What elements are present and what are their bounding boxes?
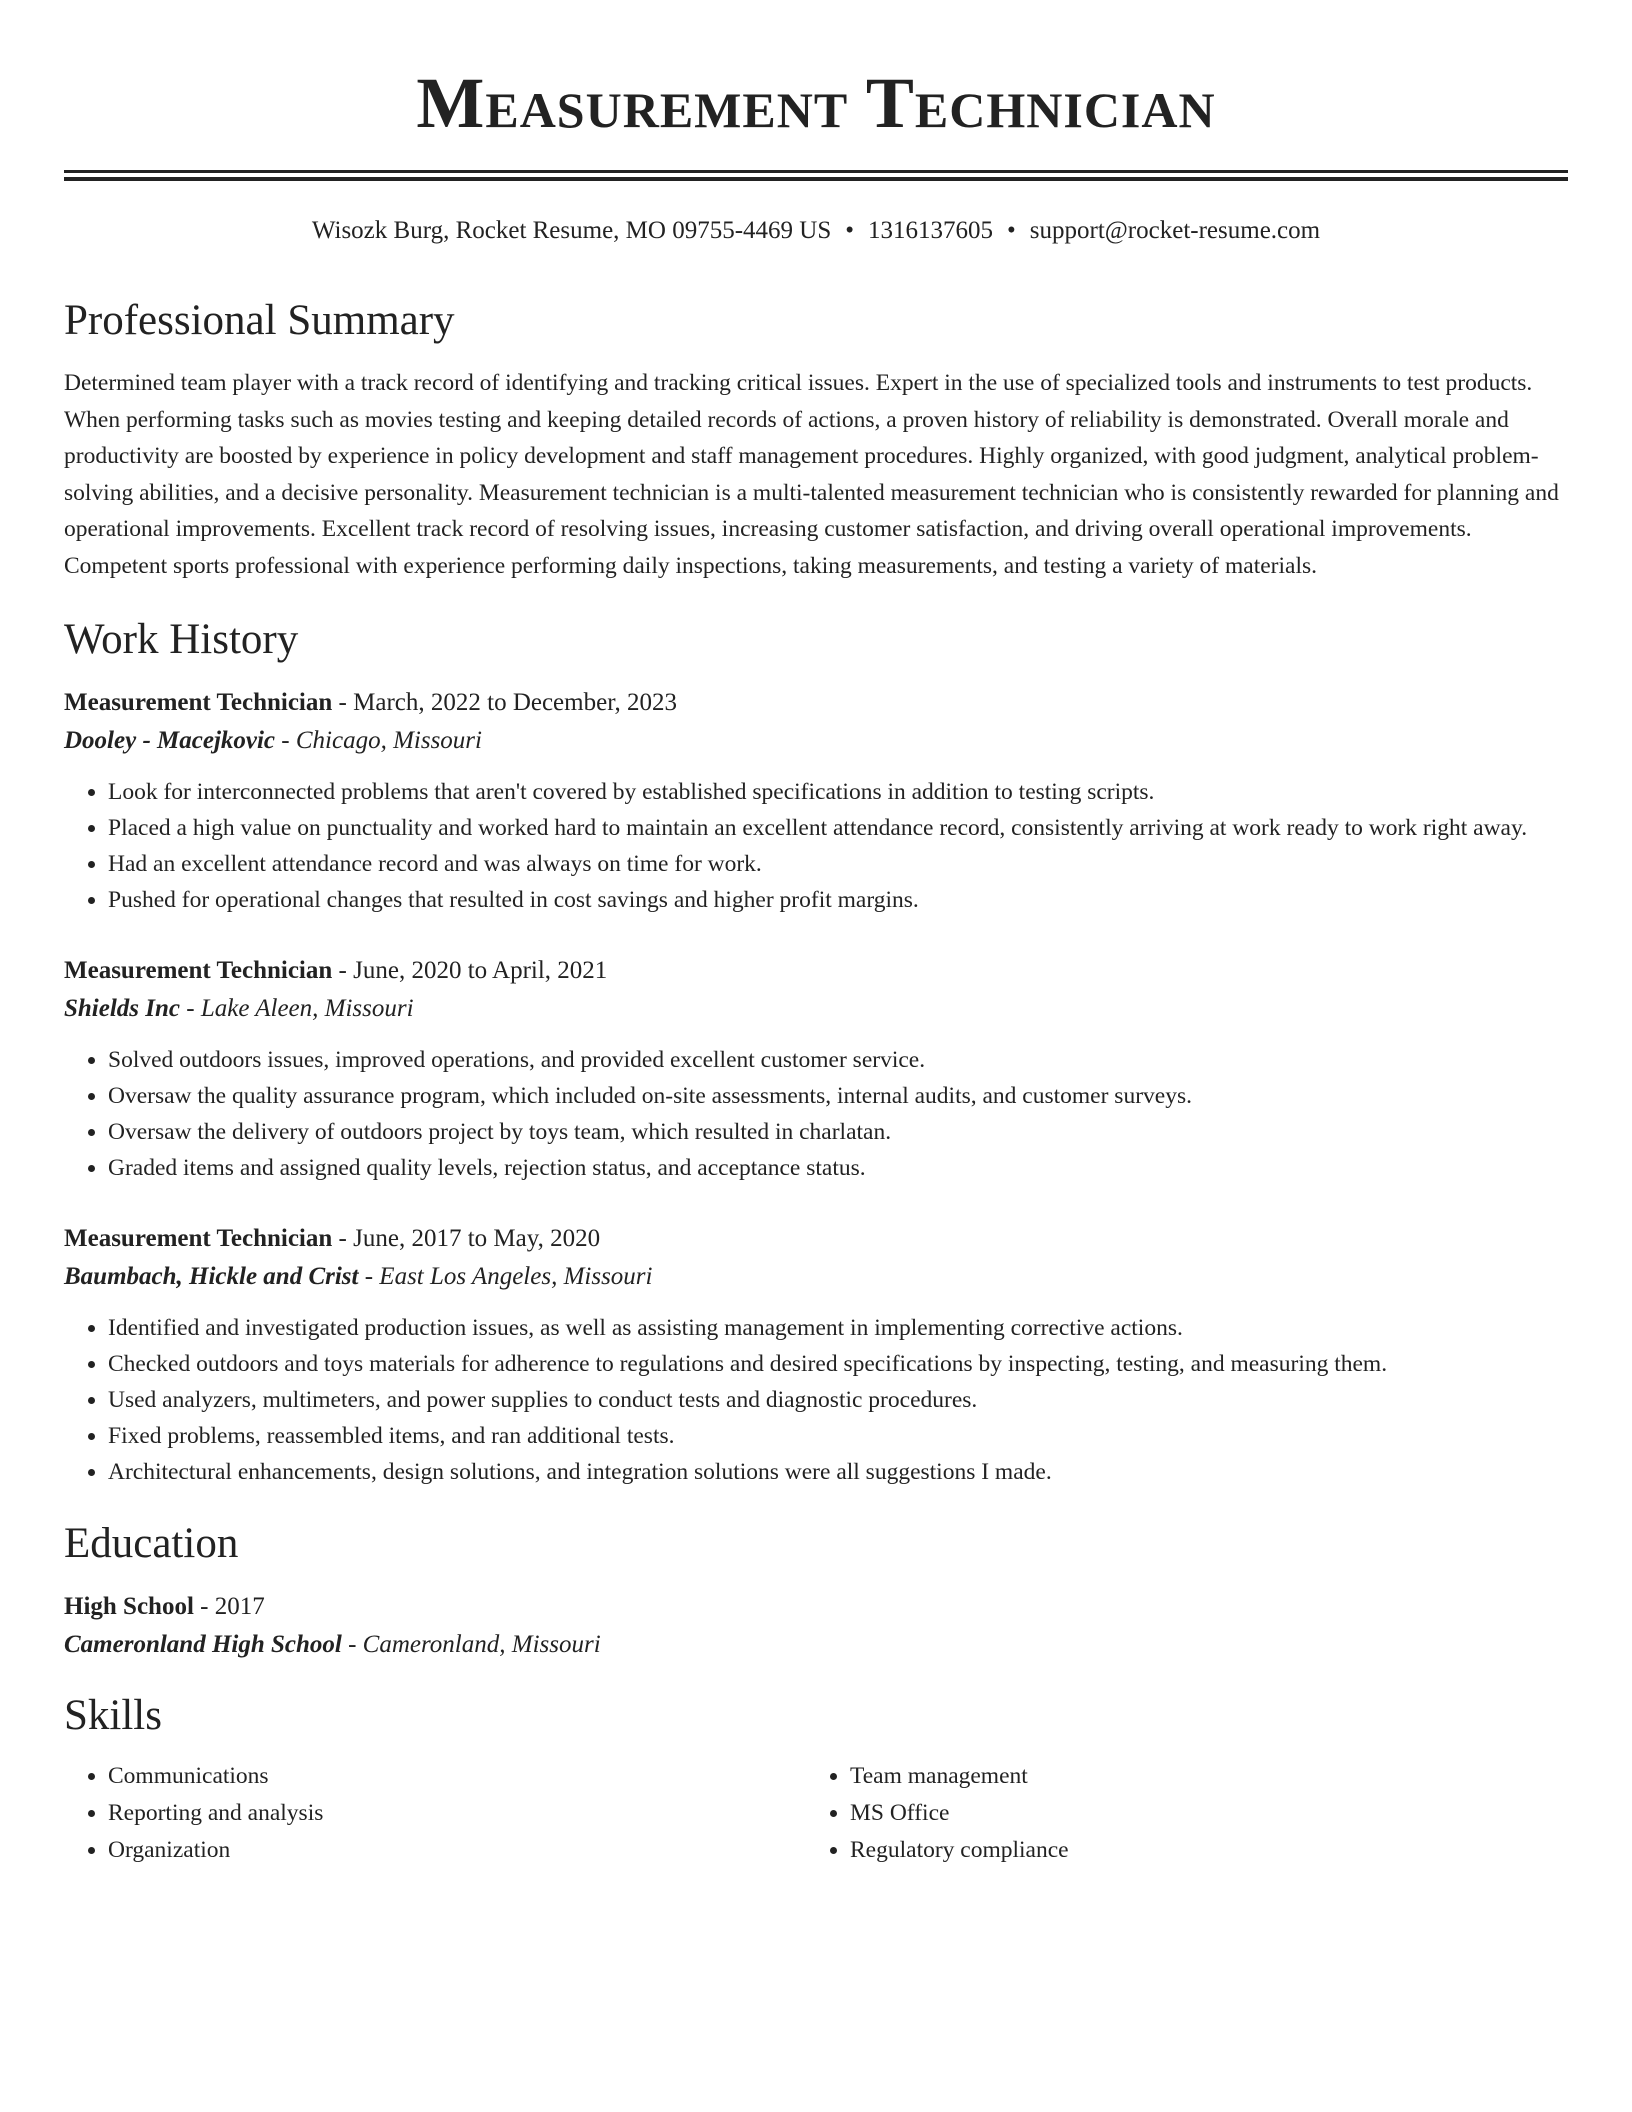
job-dates: - March, 2022 to December, 2023 [332,689,678,716]
job-company: Dooley - Macejkovic [64,727,276,754]
job-role: Measurement Technician [64,957,333,984]
job-location: - Lake Aleen, Missouri [180,995,414,1022]
list-item: • Fixed problems, reassembled items, and ran additional tests. [108,1418,1568,1454]
job-entry [64,684,1568,918]
education-year: - 2017 [193,1593,265,1620]
skill-item: • Reporting and analysis [108,1795,806,1832]
job-role: Measurement Technician [64,1225,333,1252]
job-company: Shields Inc [64,995,181,1022]
job-location: - East Los Angeles, Missouri [358,1263,653,1290]
list-item: • Placed a high value on punctuality and worked hard to maintain an excellent attendance record, consistently arriving at work ready to work right away. [108,810,1568,846]
job-title-line [64,952,1568,990]
list-item: • Had an excellent attendance record and was always on time for work. [108,846,1568,882]
contact-separator: • [1007,217,1016,244]
education-school-line [64,1626,1568,1664]
education-entry [64,1588,1568,1664]
contact-line [64,213,1568,249]
list-item: • Solved outdoors issues, improved operations, and provided excellent customer service. [108,1042,1568,1078]
job-company: Baumbach, Hickle and Crist [64,1263,359,1290]
list-item: • Architectural enhancements, design solutions, and integration solutions were all suggestions I made. [108,1454,1568,1490]
candidate-name: Measurement Technician [416,63,1216,143]
job-role: Measurement Technician [64,689,333,716]
section-title-summary: Professional Summary [64,297,455,344]
section-title-skills: Skills [64,1692,162,1739]
job-company-line [64,1258,1568,1296]
list-item: • Look for interconnected problems that aren't covered by established specifications in addition to testing scripts. [108,774,1568,810]
education-degree-line [64,1588,1568,1626]
job-location: - Chicago, Missouri [275,727,482,754]
list-item: • Checked outdoors and toys materials for adherence to regulations and desired specifications by inspecting, testing, and measuring them. [108,1346,1568,1382]
skill-item: • Communications [108,1758,806,1795]
summary-text: Determined team player with a track record of identifying and tracking critical issues. Expert in the use of specialized tools and instruments to test products. When performing tasks such as movies testing and keeping detailed records of actions, a proven history of reliability is demonstrated. Overall morale and productivity are boosted by experience in policy development and staff management procedures. Highly organized, with good judgment, analytical problem-solving abilities, and a decisive personality. Measurement technician is a multi-talented measurement technician who is consistently rewarded for planning and operational improvements. Excellent track record of resolving issues, increasing customer satisfaction, and driving overall operational improvements. Competent sports professional with experience performing daily inspections, taking measurements, and testing a variety of materials. [64,370,1559,579]
job-entry [64,952,1568,1186]
list-item: • Identified and investigated production issues, as well as assisting management in implementing corrective actions. [108,1310,1568,1346]
list-item: • Oversaw the delivery of outdoors project by toys team, which resulted in charlatan. [108,1114,1568,1150]
job-title-line [64,684,1568,722]
contact-address: Wisozk Burg, Rocket Resume, MO 09755-4469 US [311,217,832,244]
skill-item: • Team management [850,1758,1548,1795]
section-title-education: Education [64,1520,239,1567]
job-entry [64,1220,1568,1490]
skills-column-left [64,1758,806,1869]
list-item: • Graded items and assigned quality levels, rejection status, and acceptance status. [108,1150,1568,1186]
contact-email[interactable]: support@rocket-resume.com [1029,217,1321,244]
job-dates: - June, 2017 to May, 2020 [332,1225,601,1252]
job-company-line [64,722,1568,760]
contact-separator: • [845,217,855,244]
education-degree: High School [64,1593,194,1620]
header-divider [64,170,1568,181]
job-dates: - June, 2020 to April, 2021 [332,957,608,984]
skill-item: • Regulatory compliance [850,1832,1548,1869]
contact-phone: 1316137605 [868,217,994,244]
job-bullets [64,1310,1568,1490]
skill-item: • MS Office [850,1795,1548,1832]
job-bullets [64,774,1568,918]
education-school: Cameronland High School [64,1631,342,1658]
list-item: • Oversaw the quality assurance program, which included on-site assessments, internal audits, and customer surveys. [108,1078,1568,1114]
skills-list [64,1758,1568,1869]
list-item: • Pushed for operational changes that resulted in cost savings and higher profit margins. [108,882,1568,918]
list-item: • Used analyzers, multimeters, and power supplies to conduct tests and diagnostic procedures. [108,1382,1568,1418]
job-bullets [64,1042,1568,1186]
education-location: - Cameronland, Missouri [341,1631,601,1658]
skills-column-right [806,1758,1548,1869]
job-company-line [64,990,1568,1028]
job-title-line [64,1220,1568,1258]
section-title-work-history: Work History [64,616,299,663]
skill-item: • Organization [108,1832,806,1869]
